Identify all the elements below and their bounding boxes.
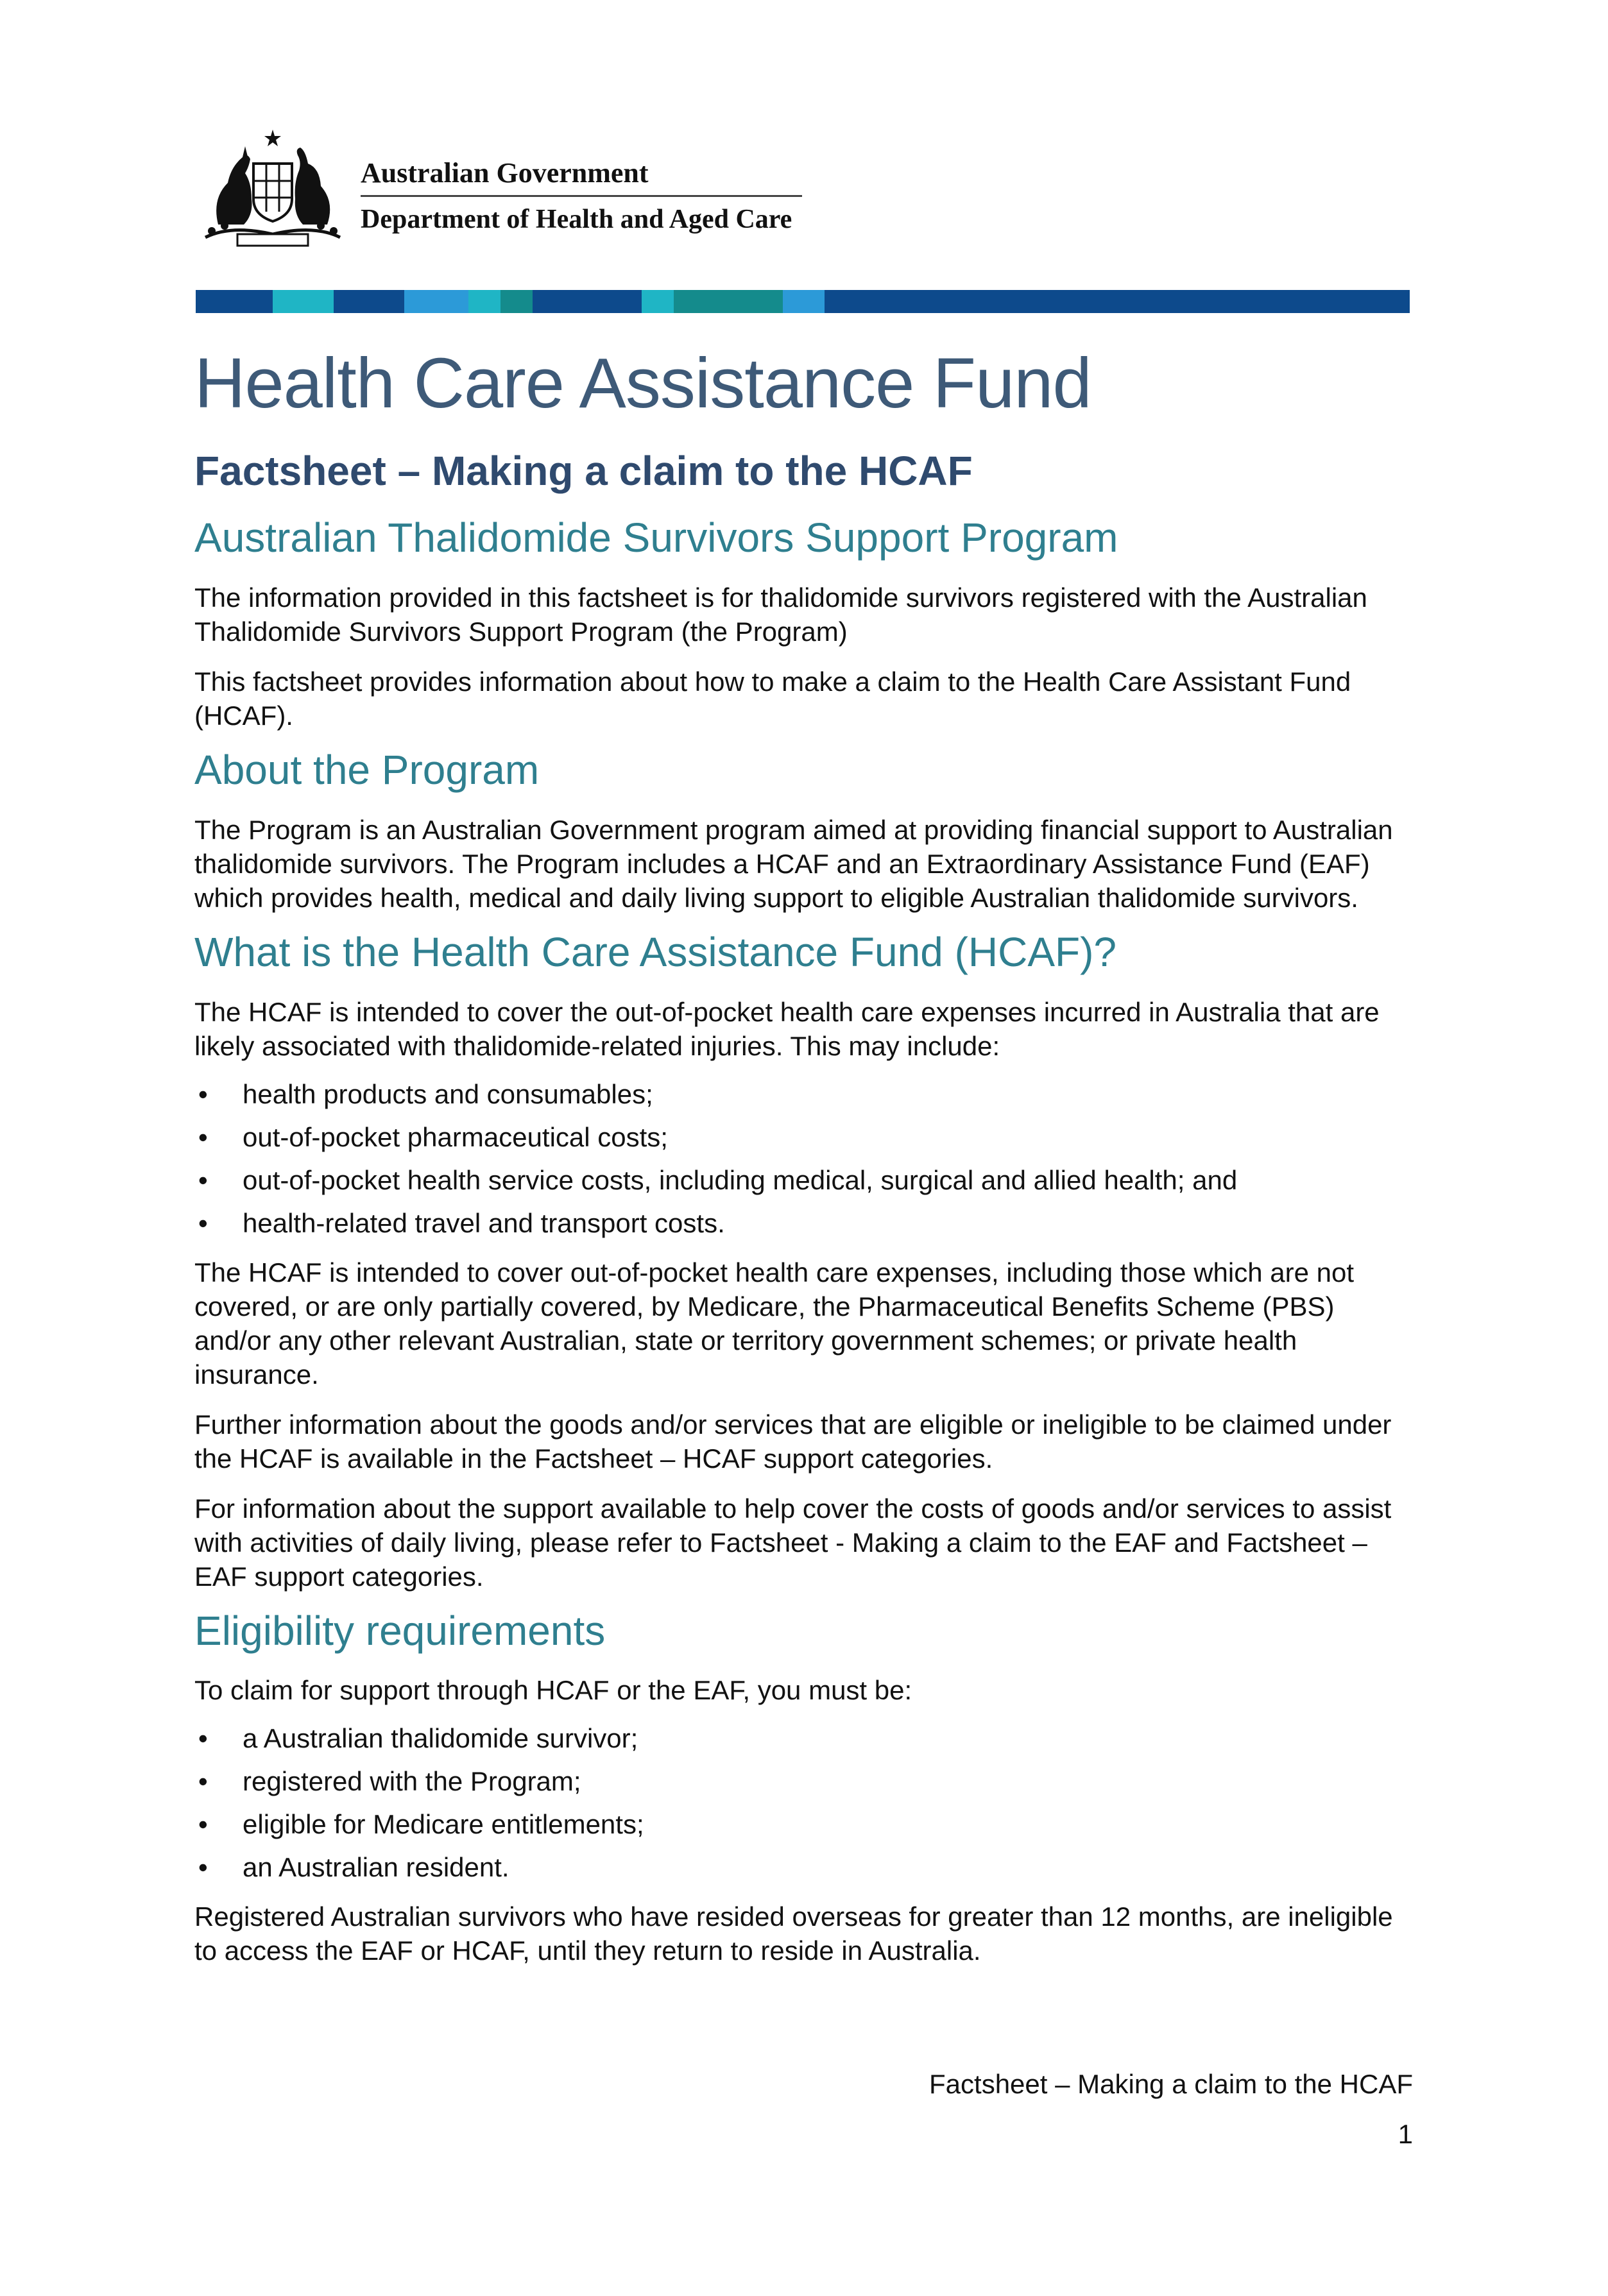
list-item	[194, 1850, 1414, 1884]
section-heading: What is the Health Care Assistance Fund (HCAF)?	[194, 928, 1116, 975]
list-item	[194, 1206, 1414, 1240]
section-heading: About the Program	[194, 747, 540, 794]
list-item	[194, 1163, 1414, 1197]
list-item-text: an Australian resident.	[243, 1852, 509, 1883]
list-item-text: health-related travel and transport costs.	[243, 1207, 725, 1238]
paragraph: The HCAF is intended to cover the out-of-pocket health care expenses incurred in Australia that are likely associated with thalidomide-related injuries. This may include:	[194, 996, 1380, 1061]
wordmark-divider	[361, 195, 802, 197]
band-segment	[500, 290, 533, 313]
band-segment	[404, 290, 468, 313]
band-segment	[273, 290, 334, 313]
band-segment	[196, 290, 273, 313]
section-heading: Australian Thalidomide Survivors Support Program	[194, 514, 1118, 561]
paragraph: This factsheet provides information about how to make a claim to the Health Care Assistant Fund (HCAF).	[194, 667, 1351, 731]
list-item	[194, 1077, 1414, 1111]
paragraph: The Program is an Australian Government program aimed at providing financial support to Australian thalidomide survivors. The Program includes a HCAF and an Extraordinary Assistance Fund (EAF) which provides health, medical and daily living support to eligible Australian thalidomide survivors.	[194, 814, 1393, 913]
government-wordmark	[361, 159, 996, 233]
list-item-text: health products and consumables;	[243, 1078, 653, 1109]
band-segment	[642, 290, 674, 313]
list-item-text: a Australian thalidomide survivor;	[243, 1723, 638, 1754]
band-segment	[533, 290, 642, 313]
bullet-list	[194, 1721, 1414, 1884]
page-number: 1	[1398, 2119, 1413, 2149]
bullet-icon: •	[198, 1723, 208, 1754]
bullet-icon: •	[198, 1207, 208, 1238]
band-segment	[783, 290, 825, 313]
commonwealth-coat-of-arms-icon	[192, 128, 353, 250]
paragraph: To claim for support through HCAF or the EAF, you must be:	[194, 1675, 912, 1706]
header	[192, 128, 834, 250]
page-title: Health Care Assistance Fund	[194, 344, 1091, 423]
band-segment	[825, 290, 1410, 313]
list-item	[194, 1721, 1414, 1755]
brand-colour-band	[196, 290, 1410, 313]
page-subtitle: Factsheet – Making a claim to the HCAF	[194, 447, 973, 494]
band-segment	[334, 290, 404, 313]
band-segment	[468, 290, 500, 313]
bullet-icon: •	[198, 1766, 208, 1797]
paragraph: Registered Australian survivors who have resided overseas for greater than 12 months, are ineligible to access the EAF or HCAF, until they return to reside in Australia.	[194, 1901, 1393, 1966]
bullet-icon: •	[198, 1809, 208, 1840]
bullet-icon: •	[198, 1164, 208, 1195]
list-item-text: out-of-pocket pharmaceutical costs;	[243, 1121, 668, 1152]
section-heading: Eligibility requirements	[194, 1607, 606, 1654]
list-item-text: eligible for Medicare entitlements;	[243, 1809, 644, 1840]
paragraph: For information about the support available to help cover the costs of goods and/or services to assist with activities of daily living, please refer to Factsheet - Making a claim to the EAF and Factsheet – EAF support categories.	[194, 1493, 1392, 1592]
paragraph: The HCAF is intended to cover out-of-pocket health care expenses, including those which are not covered, or are only partially covered, by Medicare, the Pharmaceutical Benefits Scheme (PBS) and/or any other relevant Australian, state or territory government schemes; or private health insurance.	[194, 1257, 1355, 1390]
bullet-icon: •	[198, 1852, 208, 1883]
bullet-icon: •	[198, 1078, 208, 1109]
list-item-text: registered with the Program;	[243, 1766, 581, 1797]
bullet-icon: •	[198, 1121, 208, 1152]
main-content	[194, 343, 1414, 1968]
paragraph: The information provided in this factsheet is for thalidomide survivors registered with the Australian Thalidomide Survivors Support Program (the Program)	[194, 583, 1367, 647]
bullet-list	[194, 1077, 1414, 1240]
paragraph: Further information about the goods and/or services that are eligible or ineligible to be claimed under the HCAF is available in the Factsheet – HCAF support categories.	[194, 1409, 1392, 1474]
government-name: Australian Government	[361, 157, 649, 189]
list-item	[194, 1120, 1414, 1154]
footer-title: Factsheet – Making a claim to the HCAF	[929, 2069, 1413, 2099]
list-item	[194, 1807, 1414, 1841]
list-item-text: out-of-pocket health service costs, including medical, surgical and allied health; and	[243, 1164, 1238, 1195]
band-segment	[674, 290, 783, 313]
department-name: Department of Health and Aged Care	[361, 205, 792, 234]
list-item	[194, 1764, 1414, 1798]
